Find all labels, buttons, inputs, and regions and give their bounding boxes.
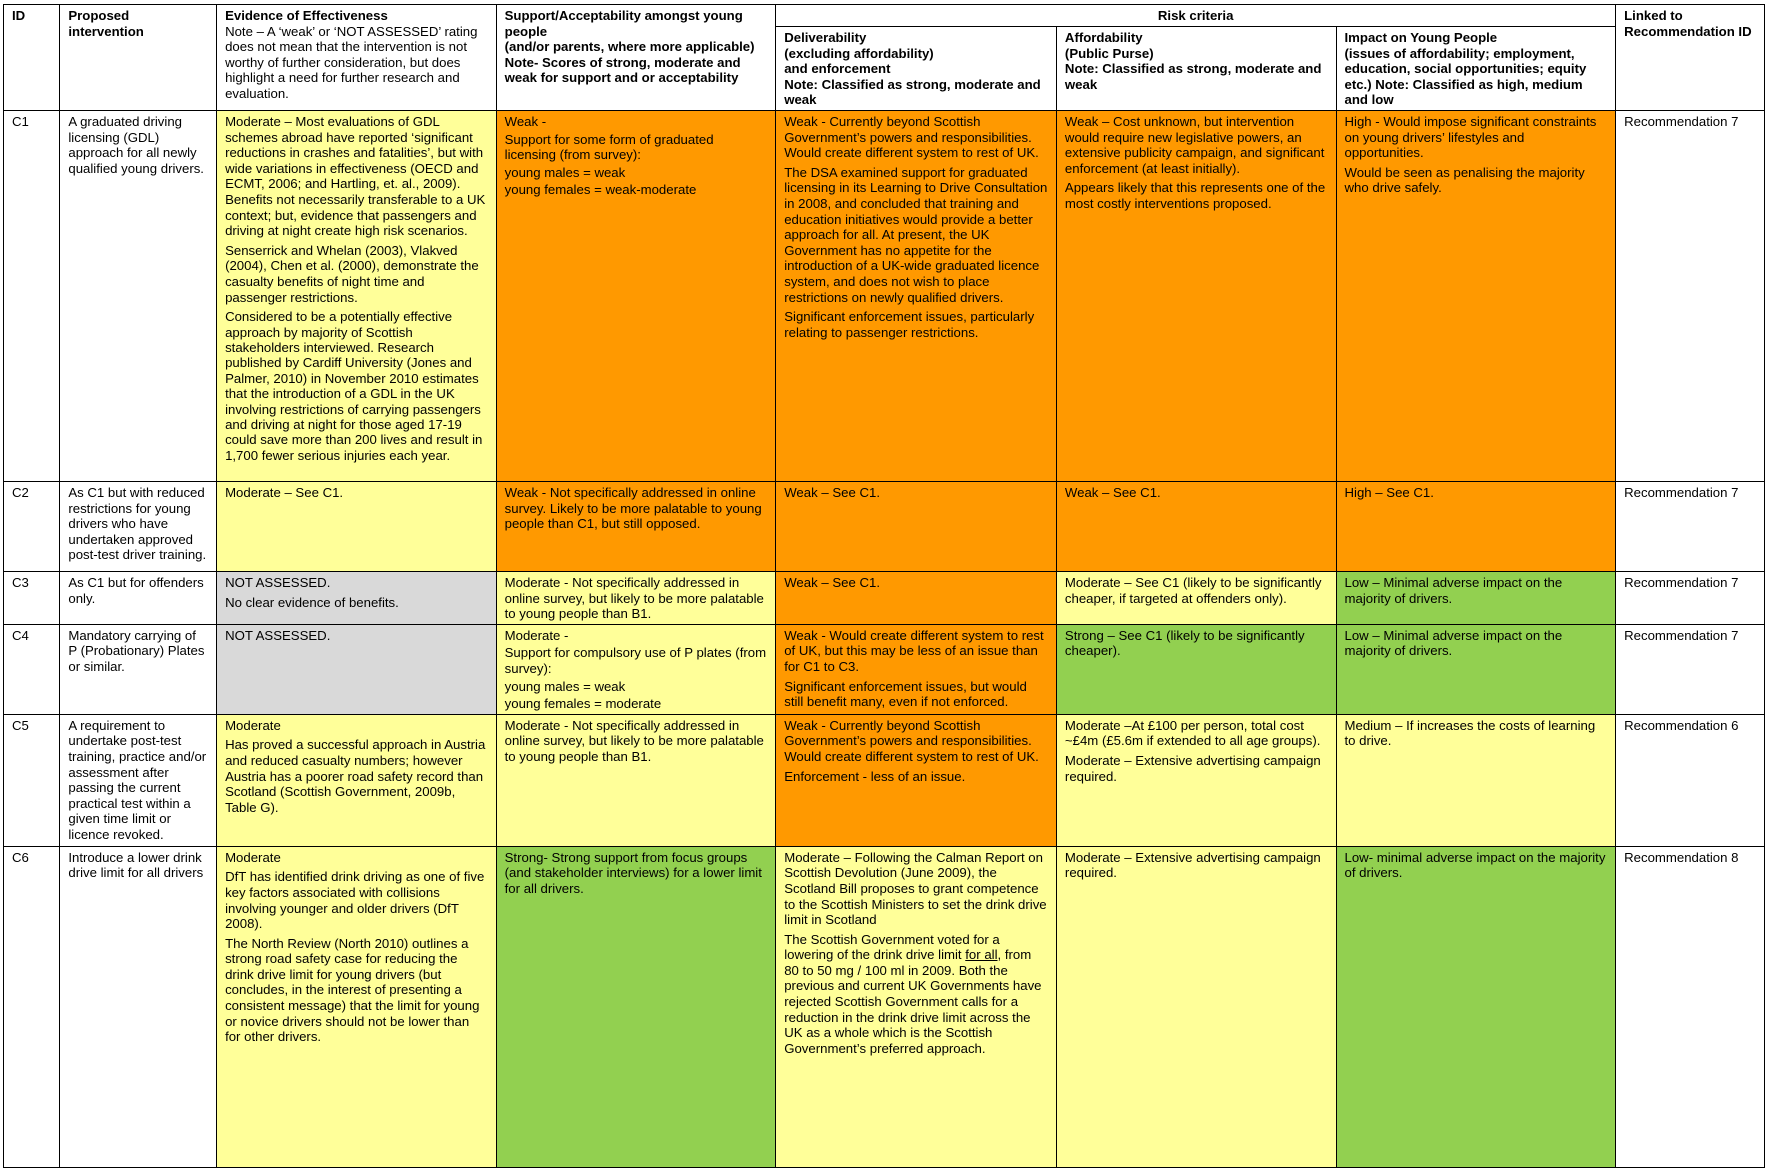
deliverability-para: The DSA examined support for graduated licensing in its Learning to Drive Consultation in 2008, and concluded that training and education initiatives would provide a better approach for all. At present, the UK Government has no appetite for the introduction of a UK-wide graduated licence system, and does not wish to place restrictions on newly qualified drivers. [784,164,1048,305]
header-evidence-note: Note – A ‘weak’ or ‘NOT ASSESSED’ rating does not mean that the intervention is not worthy of further consideration, but does highlight a need for further research and evaluation. [225,23,478,101]
row-linked: Recommendation 7 [1616,571,1765,624]
header-deliverability-title: Deliverability [784,30,867,45]
header-affordability [1056,27,1336,111]
impact-para: Low – Minimal adverse impact on the majority of drivers. [1344,574,1563,606]
evidence-para: Senserrick and Whelan (2003), Vlakved (2004), Chen et al. (2000), demonstrate the casualty benefits of night time and passenger restrictions. [225,242,479,305]
row-intervention: As C1 but for offenders only. [60,571,217,624]
row-id: C1 [4,110,60,481]
impact-para: Low- minimal adverse impact on the majority of drivers. [1344,849,1606,881]
header-risk-criteria: Risk criteria [776,5,1616,27]
header-affordability-title: Affordability [1064,30,1143,45]
row-intervention: Introduce a lower drink drive limit for all drivers [60,846,217,1167]
affordability-para: Moderate – Extensive advertising campaign required. [1064,752,1321,784]
support-line: Weak - Not specifically addressed in online survey. Likely to be more palatable to young people than C1, but still opposed. [504,484,762,532]
evidence-para: Moderate – See C1. [225,484,344,500]
row-affordability [1056,110,1336,481]
support-line: Support for compulsory use of P plates (from survey): [504,645,767,676]
row-affordability [1056,624,1336,714]
row-id: C5 [4,714,60,846]
row-support [496,624,776,714]
deliverability-text: The Scottish Government voted for a lowering of the drink drive limit [784,931,1000,963]
header-affordability-note: Note: Classified as strong, moderate and weak [1064,61,1322,92]
row-id: C4 [4,624,60,714]
row-evidence [217,624,497,714]
evidence-para: Moderate [225,717,281,733]
table-row [4,481,1765,571]
deliverability-underlined-text: for all [965,947,998,963]
deliverability-text: , from 80 to 50 mg / 100 ml in 2009. Both the previous and current UK Governments have rejected Scottish Government calls for a reduction in the drink drive limit across the UK as a whole which is the Scottish Government’s preferred approach. [784,947,1042,1056]
row-intervention: As C1 but with reduced restrictions for young drivers who have undertaken approved post-test driver training. [60,481,217,571]
row-linked: Recommendation 7 [1616,481,1765,571]
evidence-para: No clear evidence of benefits. [225,594,399,610]
deliverability-para: Weak - Currently beyond Scottish Government’s powers and responsibilities. Would create different system to rest of UK. [784,113,1039,161]
deliverability-para: Weak – See C1. [784,484,881,500]
impact-para: Low – Minimal adverse impact on the majority of drivers. [1344,627,1563,659]
table-row [4,571,1765,624]
evidence-para: Has proved a successful approach in Austria and reduced casualty numbers; however Austria has a poorer road safety record than Scotland (Scottish Government, 2009b, Table G). [225,737,486,815]
row-evidence [217,481,497,571]
header-support-note: Note- Scores of strong, moderate and weak for support and or acceptability [504,54,741,86]
support-line: Moderate - Not specifically addressed in online survey, but likely to be more palatable to young people than B1. [504,574,764,622]
affordability-para: Appears likely that this represents one of the most costly interventions proposed. [1064,180,1326,211]
impact-para: Would be seen as penalising the majority who drive safely. [1344,164,1585,196]
row-support [496,846,776,1167]
row-deliverability [776,624,1057,714]
row-support [496,714,776,846]
header-deliverability-sub1: (excluding affordability) [784,45,934,61]
support-line: Support for some form of graduated licensing (from survey): [504,131,714,163]
support-line: young males = weak [504,164,626,180]
header-evidence [217,5,497,111]
evidence-para: Moderate [225,849,281,865]
row-affordability [1056,846,1336,1167]
header-impact [1336,27,1616,111]
affordability-para: Weak – Cost unknown, but intervention would require new legislative powers, an extensive publicity campaign, and significant enforcement (at least initially). [1064,113,1325,176]
header-support-title: Support/Acceptability amongst young people [504,8,743,39]
deliverability-para: Significant enforcement issues, particularly relating to passenger restrictions. [784,309,1035,340]
row-impact [1336,481,1616,571]
row-support [496,481,776,571]
row-id: C2 [4,481,60,571]
support-line: Moderate - [504,627,569,643]
row-deliverability [776,846,1057,1167]
header-intervention: Proposed intervention [60,5,217,111]
header-id: ID [4,5,60,111]
row-linked: Recommendation 6 [1616,714,1765,846]
row-intervention: A requirement to undertake post-test training, practice and/or assessment after passing the current practical test within a given time limit or licence revoked. [60,714,217,846]
deliverability-para: Weak - Currently beyond Scottish Government’s powers and responsibilities. Would create different system to rest of UK. [784,717,1039,764]
row-affordability [1056,714,1336,846]
row-support [496,110,776,481]
support-line: young females = weak-moderate [504,182,697,198]
row-impact [1336,846,1616,1167]
evidence-para: Moderate – Most evaluations of GDL schemes abroad have reported ‘significant reductions in crashes and fatalities’, but with wide variations in effectiveness (OECD and ECMT, 2006; and Hartling, et. al., 2009). Benefits not necessarily transferable to a UK context; but, evidence that passengers and driving at night create high risk scenarios. [225,113,486,239]
header-row-1 [4,5,1765,27]
row-impact [1336,110,1616,481]
header-impact-title: Impact on Young People [1344,30,1498,45]
header-support-sub: (and/or parents, where more applicable) [504,39,755,55]
header-affordability-sub: (Public Purse) [1064,45,1154,61]
row-linked: Recommendation 8 [1616,846,1765,1167]
affordability-para: Weak – See C1. [1064,484,1161,500]
row-id: C3 [4,571,60,624]
support-line: Weak - [504,113,547,129]
row-intervention: Mandatory carrying of P (Probationary) Plates or similar. [60,624,217,714]
affordability-para: Moderate –At £100 per person, total cost ~£4m (£5.6m if extended to all age groups). [1064,717,1321,749]
affordability-para: Moderate – See C1 (likely to be significantly cheaper, if targeted at offenders only). [1064,574,1322,606]
row-linked: Recommendation 7 [1616,624,1765,714]
deliverability-para: Weak - Would create different system to rest of UK, but this may be less of an issue than for C1 to C3. [784,627,1044,674]
affordability-para: Moderate – Extensive advertising campaign required. [1064,849,1321,881]
row-intervention: A graduated driving licensing (GDL) approach for all newly qualified young drivers. [60,110,217,481]
row-id: C6 [4,846,60,1167]
header-support [496,5,776,111]
row-affordability [1056,481,1336,571]
row-impact [1336,624,1616,714]
intervention-assessment-table [3,4,1765,1168]
row-evidence [217,846,497,1167]
row-evidence [217,714,497,846]
support-line: young males = weak [504,678,626,694]
header-deliverability [776,27,1057,111]
deliverability-para: Significant enforcement issues, but would still benefit many, even if not enforced. [784,678,1027,710]
impact-para: Medium – If increases the costs of learning to drive. [1344,717,1596,749]
row-deliverability [776,571,1057,624]
row-evidence [217,110,497,481]
affordability-para: Strong – See C1 (likely to be significantly cheaper). [1064,627,1305,659]
deliverability-para: Enforcement - less of an issue. [784,768,966,784]
evidence-para: NOT ASSESSED. [225,574,331,590]
header-evidence-title: Evidence of Effectiveness [225,8,388,23]
row-impact [1336,714,1616,846]
row-evidence [217,571,497,624]
support-line: Strong- Strong support from focus groups (and stakeholder interviews) for a lower limit for all drivers. [504,849,762,896]
impact-para: High - Would impose significant constraints on young drivers’ lifestyles and opportunities. [1344,113,1597,161]
header-deliverability-sub2: and enforcement [784,61,891,77]
row-deliverability [776,481,1057,571]
impact-para: High – See C1. [1344,484,1434,500]
table-row [4,624,1765,714]
table-row [4,846,1765,1167]
row-linked: Recommendation 7 [1616,110,1765,481]
row-support [496,571,776,624]
evidence-para: DfT has identified drink driving as one of five key factors associated with collisions involving younger and older drivers (DfT 2008). [225,869,485,932]
deliverability-para [784,932,1048,1057]
row-deliverability [776,714,1057,846]
row-deliverability [776,110,1057,481]
support-line: Moderate - Not specifically addressed in online survey, but likely to be more palatable to young people than B1. [504,717,764,764]
header-deliverability-note: Note: Classified as strong, moderate and weak [784,76,1041,108]
deliverability-para: Moderate – Following the Calman Report on Scottish Devolution (June 2009), the Scotland Bill proposes to grant competence to the Scottish Ministers to set the drink drive limit in Scotland [784,849,1047,928]
table-row [4,714,1765,846]
row-affordability [1056,571,1336,624]
header-linked: Linked to Recommendation ID [1616,5,1765,111]
deliverability-para: Weak – See C1. [784,574,881,590]
row-impact [1336,571,1616,624]
evidence-para: NOT ASSESSED. [225,627,331,643]
support-line: young females = moderate [504,696,662,712]
header-impact-sub: (issues of affordability; employment, education, social opportunities; equity etc.) Note: Classified as high, medium and low [1344,45,1587,108]
table-row [4,110,1765,481]
evidence-para: Considered to be a potentially effective approach by majority of Scottish stakeholders interviewed. Research published by Cardiff University (Jones and Palmer, 2010) in November 2010 estimates that the introduction of a GDL in the UK involving restrictions of carrying passengers and driving at night for those aged 17-19 could save more than 200 lives and result in 1,700 fewer serious injuries each year. [225,309,483,463]
evidence-para: The North Review (North 2010) outlines a strong road safety case for reducing the drink drive limit for young drivers (but concludes, in the interest of presenting a consistent message) that the limit for young or novice drivers should not be lower than for other drivers. [225,935,480,1045]
